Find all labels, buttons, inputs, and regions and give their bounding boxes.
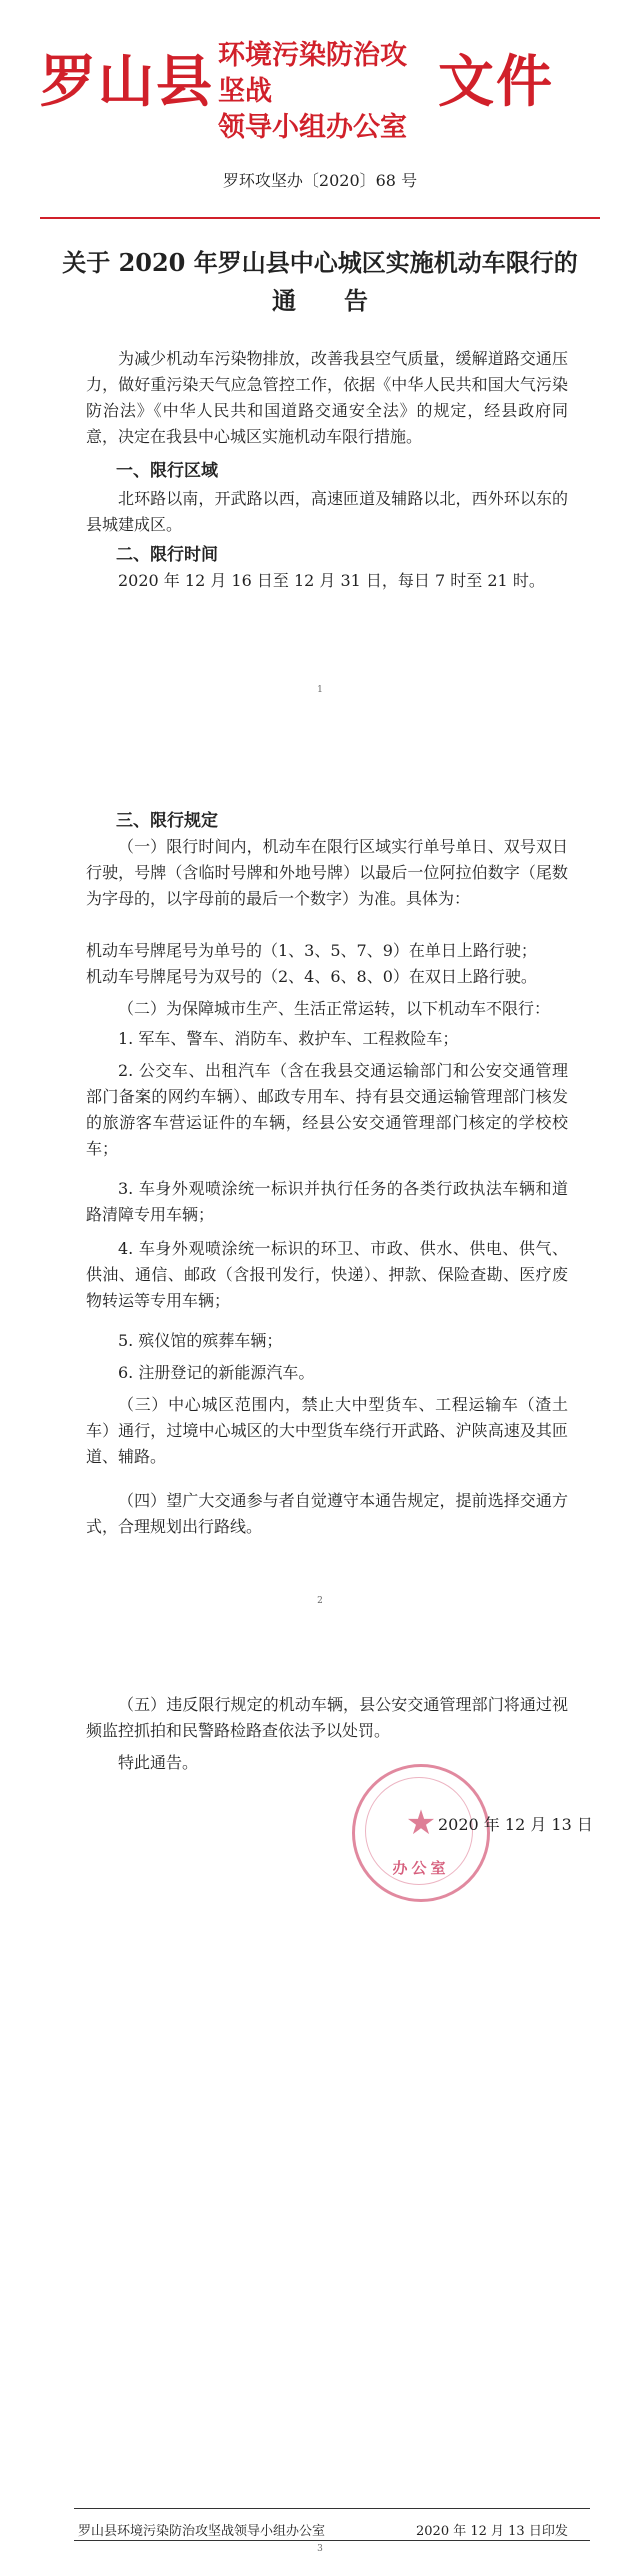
rule-1: （一）限行时间内，机动车在限行区域实行单号单日、双号双日行驶，号牌（含临时号牌和外地号牌）以最后一位阿拉伯数字（尾数为字母的，以字母前的最后一个数字）为准。具体为： xyxy=(86,837,568,908)
footer-date: 2020 年 12 月 13 日印发 xyxy=(416,2524,568,2539)
page-number-2: 2 xyxy=(317,1596,323,1606)
section-heading-rules: 三、限行规定 xyxy=(116,811,218,831)
header-org-line1: 环境污染防治攻坚战 xyxy=(218,40,407,107)
footer-top-rule xyxy=(74,2508,590,2509)
exemption-6: 6. 注册登记的新能源汽车。 xyxy=(118,1363,315,1382)
section-heading-time: 二、限行时间 xyxy=(116,545,218,565)
header-county: 罗山县 xyxy=(40,49,214,115)
header-org xyxy=(218,38,428,146)
page-number-3: 3 xyxy=(317,2544,323,2554)
closing-statement: 特此通告。 xyxy=(118,1753,199,1772)
exemption-4: 4. 车身外观喷涂统一标识的环卫、市政、供水、供电、供气、供油、通信、邮政（含报刊发行，快递）、押款、保险查勘、医疗废物转运等专用车辆； xyxy=(86,1239,568,1310)
rule-5: （五）违反限行规定的机动车辆，县公安交通管理部门将通过视频监控抓拍和民警路检路查依法予以处罚。 xyxy=(86,1695,568,1740)
exemption-3: 3. 车身外观喷涂统一标识并执行任务的各类行政执法车辆和道路清障专用车辆； xyxy=(86,1179,568,1224)
rule-1-odd: 机动车号牌尾号为单号的（1、3、5、7、9）在单日上路行驶； xyxy=(86,941,537,960)
page-number-1: 1 xyxy=(317,685,323,695)
title-line2: 通 告 xyxy=(272,286,368,315)
seal-office-text: 办公室 xyxy=(392,1859,450,1877)
rule-1-even: 机动车号牌尾号为双号的（2、4、6、8、0）在双日上路行驶。 xyxy=(86,967,537,986)
document-header xyxy=(40,28,600,143)
red-divider xyxy=(40,217,600,219)
header-org-line2: 领导小组办公室 xyxy=(218,112,407,143)
intro-paragraph: 为减少机动车污染物排放，改善我县空气质量，缓解道路交通压力，做好重污染天气应急管控工作，依据《中华人民共和国大气污染防治法》《中华人民共和国道路交通安全法》的规定，经县政府同意，决定在我县中心城区实施机动车限行措施。 xyxy=(86,349,568,446)
doc-number: 罗环攻坚办〔2020〕68 号 xyxy=(222,171,418,190)
exemption-5: 5. 殡仪馆的殡葬车辆； xyxy=(118,1331,283,1350)
section-heading-area: 一、限行区域 xyxy=(116,461,218,481)
footer-bottom-rule xyxy=(74,2540,590,2541)
section-area-text: 北环路以南，开武路以西，高速匝道及辅路以北，西外环以东的县城建成区。 xyxy=(86,489,568,534)
doc-title xyxy=(0,244,640,320)
footer-org: 罗山县环境污染防治攻坚战领导小组办公室 xyxy=(78,2524,326,2539)
title-line1: 关于 2020 年罗山县中心城区实施机动车限行的 xyxy=(62,248,578,277)
rule-3: （三）中心城区范围内，禁止大中型货车、工程运输车（渣土车）通行，过境中心城区的大中型货车绕行开武路、沪陕高速及其匝道、辅路。 xyxy=(86,1395,568,1466)
rule-2: （二）为保障城市生产、生活正常运转，以下机动车不限行： xyxy=(118,999,551,1018)
rule-4: （四）望广大交通参与者自觉遵守本通告规定，提前选择交通方式，合理规划出行路线。 xyxy=(86,1491,568,1536)
section-time-text: 2020 年 12 月 16 日至 12 月 31 日，每日 7 时至 21 时。 xyxy=(118,571,545,590)
signing-date: 2020 年 12 月 13 日 xyxy=(438,1815,593,1834)
seal-star-icon: ★ xyxy=(405,1803,437,1843)
header-file: 文件 xyxy=(438,49,554,115)
exemption-2: 2. 公交车、出租汽车（含在我县交通运输部门和公安交通管理部门备案的网约车辆）、邮政专用车、持有县交通运输管理部门核发的旅游客车营运证件的车辆，经县公安交通管理部门核定的学校校车； xyxy=(86,1061,568,1158)
exemption-1: 1. 军车、警车、消防车、救护车、工程救险车； xyxy=(118,1029,459,1048)
